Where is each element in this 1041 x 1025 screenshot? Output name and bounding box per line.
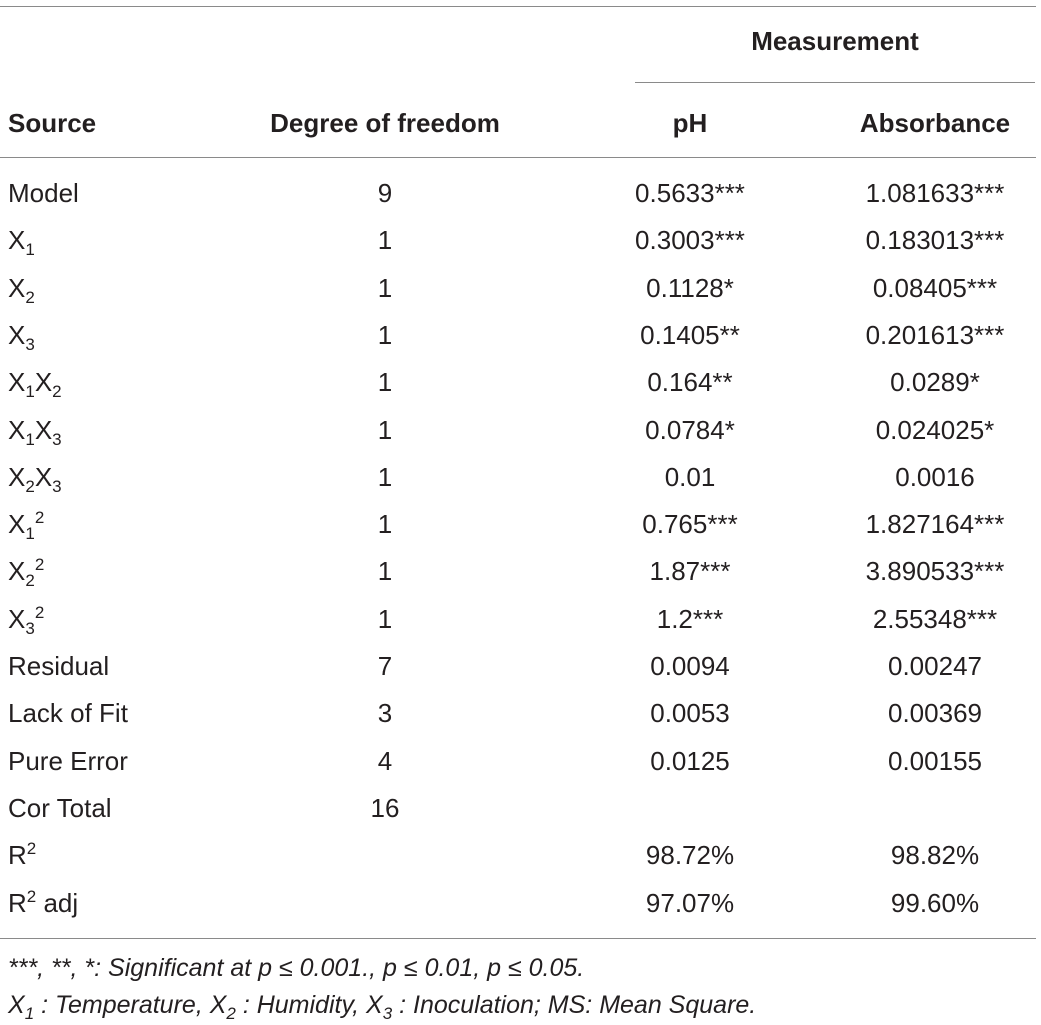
footnote-legend: $X_1$ : Temperature, $X_2$ : Humidity, $X_3$ : Inoculation; MS: Mean Square. (8, 991, 757, 1023)
row-absorbance-value: 1.081633*** (865, 178, 1005, 208)
row-ph-value: 1.87*** (649, 556, 731, 586)
row-absorbance-value: 99.60% (890, 888, 980, 918)
row-ph-value: 0.765*** (642, 509, 738, 539)
row-degree-of-freedom: 16 (370, 793, 400, 823)
row-ph-value: 0.0053 (650, 698, 730, 728)
row-ph-value: 0.0125 (650, 746, 730, 776)
row-absorbance-value: 0.201613*** (865, 320, 1005, 350)
row-source: $X_2$ (8, 273, 35, 307)
header-degree-of-freedom: Degree of freedom (270, 108, 500, 138)
row-source: $X_3^2$ (8, 603, 45, 638)
row-absorbance-value: 3.890533*** (865, 556, 1005, 586)
measurement-underline (635, 82, 1035, 83)
row-degree-of-freedom: 1 (377, 509, 393, 539)
row-degree-of-freedom: 1 (377, 415, 393, 445)
row-degree-of-freedom: 7 (377, 651, 393, 681)
row-source: Pure Error (8, 746, 128, 776)
row-source: Lack of Fit (8, 698, 128, 728)
row-ph-value: 0.1128* (646, 273, 734, 303)
row-ph-value: 97.07% (645, 888, 735, 918)
row-ph-value: 1.2*** (656, 604, 724, 634)
row-absorbance-value: 2.55348*** (872, 604, 998, 634)
row-ph-value: 0.3003*** (635, 225, 745, 255)
header-absorbance: Absorbance (859, 108, 1011, 138)
row-source: $X_2^2$ (8, 555, 45, 590)
row-source: $R^2$ adj (8, 887, 79, 918)
footnote-significance: ***, **, *: Significant at p ≤ 0.001., p ≤ 0.01, p ≤ 0.05. (8, 954, 585, 982)
row-degree-of-freedom: 3 (377, 698, 393, 728)
row-ph-value: 0.164** (647, 367, 733, 397)
row-ph-value: 98.72% (645, 840, 735, 870)
row-absorbance-value: 0.0289* (890, 367, 980, 397)
row-source: $R^2$ (8, 839, 37, 870)
row-absorbance-value: 0.0016 (895, 462, 975, 492)
row-source: $X_1$ (8, 225, 35, 259)
header-bottom-rule (0, 157, 1036, 158)
row-ph-value: 0.01 (664, 462, 716, 492)
header-source: Source (8, 108, 97, 138)
row-source: Residual (8, 651, 110, 681)
row-degree-of-freedom: 1 (377, 367, 393, 397)
row-source: $X_1X_2$ (8, 367, 62, 401)
row-absorbance-value: 1.827164*** (865, 509, 1005, 539)
row-absorbance-value: 0.08405*** (872, 273, 998, 303)
table-bottom-rule (0, 938, 1036, 939)
table-top-rule (0, 6, 1036, 7)
row-degree-of-freedom: 9 (377, 178, 393, 208)
row-ph-value: 0.0094 (650, 651, 730, 681)
row-absorbance-value: 0.00155 (888, 746, 982, 776)
header-ph: pH (672, 108, 708, 138)
row-ph-value: 0.1405** (640, 320, 740, 350)
row-degree-of-freedom: 4 (377, 746, 393, 776)
row-degree-of-freedom: 1 (377, 604, 393, 634)
row-degree-of-freedom: 1 (377, 320, 393, 350)
row-source: $X_3$ (8, 320, 35, 354)
row-degree-of-freedom: 1 (377, 556, 393, 586)
row-ph-value: 0.5633*** (635, 178, 745, 208)
row-degree-of-freedom: 1 (377, 462, 393, 492)
row-absorbance-value: 0.024025* (875, 415, 995, 445)
row-source: Model (8, 178, 79, 208)
row-absorbance-value: 98.82% (890, 840, 980, 870)
row-degree-of-freedom: 1 (377, 273, 393, 303)
row-source: $X_1^2$ (8, 508, 45, 543)
row-absorbance-value: 0.00369 (888, 698, 982, 728)
row-ph-value: 0.0784* (645, 415, 735, 445)
measurement-group-header: Measurement (751, 26, 919, 56)
row-source: $X_1X_3$ (8, 415, 62, 449)
row-degree-of-freedom: 1 (377, 225, 393, 255)
row-absorbance-value: 0.183013*** (865, 225, 1005, 255)
row-source: Cor Total (8, 793, 112, 823)
row-absorbance-value: 0.00247 (888, 651, 982, 681)
row-source: $X_2X_3$ (8, 462, 62, 496)
